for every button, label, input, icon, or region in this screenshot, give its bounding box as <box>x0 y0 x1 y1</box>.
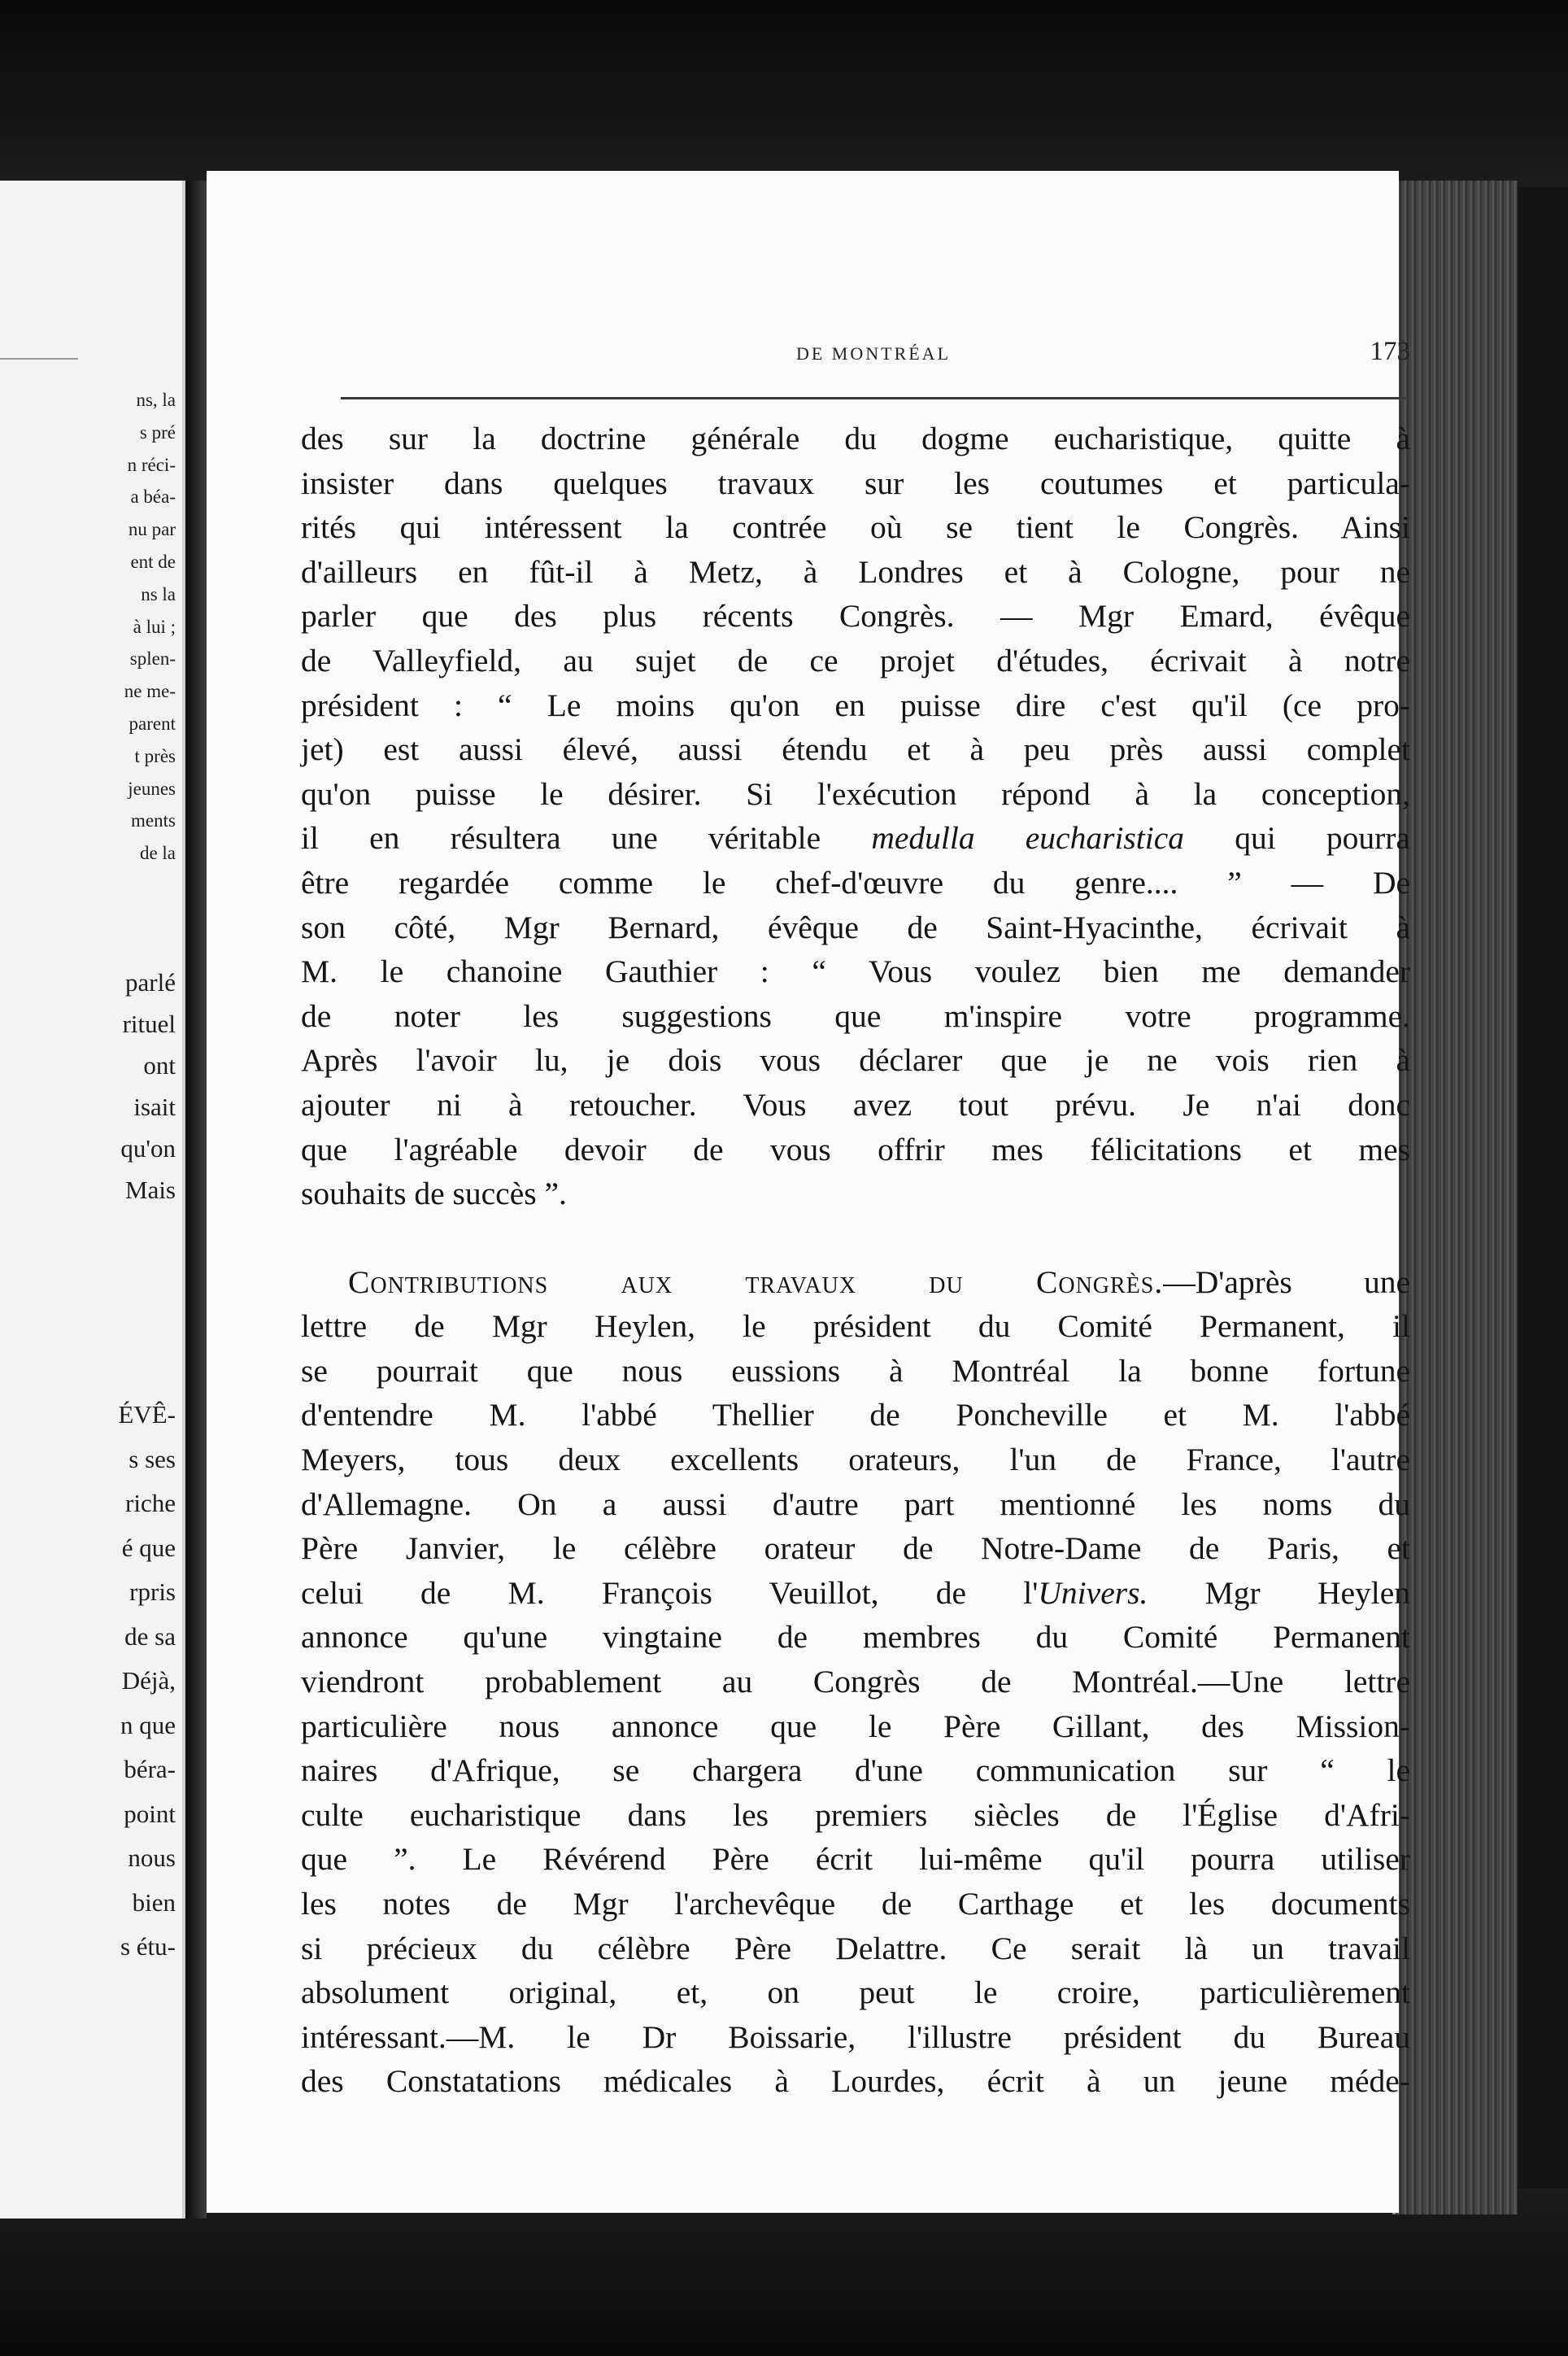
running-head <box>337 337 1410 376</box>
text-line: parler que des plus récents Congrès. — Mgr Emard, évêque <box>301 598 1410 635</box>
text-line: viendront probablement au Congrès de Montréal.—Une lettre <box>301 1664 1410 1700</box>
text-line: être regardée comme le chef-d'œuvre du genre.... ” — De <box>301 864 1410 901</box>
text-line: que ”. Le Révérend Père écrit lui-même qu'il pourra utiliser <box>301 1841 1410 1878</box>
left-page-line: béra- <box>124 1755 176 1783</box>
text-line: lettre de Mgr Heylen, le président du Comité Permanent, il <box>301 1308 1410 1345</box>
left-facing-page <box>0 181 185 2219</box>
left-page-line: bien <box>132 1887 176 1917</box>
text-line: d'entendre M. l'abbé Thellier de Poncheville et M. l'abbé <box>301 1397 1410 1433</box>
left-page-line: t près <box>134 745 176 766</box>
left-page-line: Déjà, <box>121 1666 176 1695</box>
text-segment: qui pourra <box>1184 820 1410 857</box>
book-page-edges <box>1392 181 1518 2214</box>
left-page-line: s étu- <box>120 1932 176 1961</box>
left-page-line: point <box>124 1799 176 1828</box>
text-line: d'Allemagne. On a aussi d'autre part mentionné les noms du <box>301 1486 1410 1522</box>
left-page-line: riche <box>125 1489 176 1517</box>
left-page-line: n réci- <box>127 454 176 475</box>
left-page-line: parent <box>128 713 176 734</box>
text-line: culte eucharistique dans les premiers siècles de l'Église d'Afri- <box>301 1796 1410 1833</box>
italic-title: Univers. <box>1038 1574 1148 1611</box>
text-line: absolument original, et, on peut le croire, particulièrement <box>301 1974 1410 2011</box>
text-line: des sur la doctrine générale du dogme eucharistique, quitte à <box>301 421 1410 456</box>
text-segment: —D'après une <box>1163 1263 1410 1300</box>
text-line: souhaits de succès ”. <box>301 1176 567 1212</box>
text-line: particulière nous annonce que le Père Gillant, des Mission- <box>301 1708 1410 1744</box>
left-page-line: ns, la <box>136 390 176 410</box>
text-line: qu'on puisse le désirer. Si l'exécution répond à la conception, <box>301 775 1410 812</box>
left-page-line: ne me- <box>124 681 176 702</box>
text-line: président : “ Le moins qu'on en puisse dire c'est qu'il (ce pro- <box>301 687 1410 723</box>
left-page-line: ent de <box>130 551 176 572</box>
section-heading: Contributions aux travaux du Congrès. <box>348 1263 1164 1300</box>
italic-phrase: medulla eucharistica <box>871 820 1185 857</box>
left-page-line: nu par <box>128 519 176 540</box>
text-line <box>301 1260 1410 1305</box>
text-line: que l'agréable devoir de vous offrir mes félicitations et mes <box>301 1131 1410 1167</box>
left-page-line: Mais <box>125 1176 176 1204</box>
main-page <box>207 171 1411 2213</box>
text-line: naires d'Afrique, se chargera d'une communication sur “ le <box>301 1752 1410 1789</box>
left-page-line: isait <box>133 1093 176 1121</box>
book-gutter <box>185 181 207 2219</box>
text-line: son côté, Mgr Bernard, évêque de Saint-Hyacinthe, écrivait à <box>301 909 1410 945</box>
left-page-line: de sa <box>124 1621 176 1651</box>
left-page-line: splen- <box>129 648 176 670</box>
left-page-line: de la <box>139 843 176 864</box>
text-line: des Constatations médicales à Lourdes, écrit à un jeune méde- <box>301 2063 1410 2100</box>
text-line: Meyers, tous deux excellents orateurs, l'un de France, l'autre <box>301 1442 1410 1478</box>
text-line: insister dans quelques travaux sur les coutumes et particula- <box>301 465 1410 501</box>
left-page-rule <box>0 358 78 360</box>
header-rule <box>341 397 1406 399</box>
body-text <box>301 417 1410 2104</box>
left-page-line: parlé <box>125 968 176 997</box>
left-page-line: à lui ; <box>133 616 176 637</box>
text-line: si précieux du célèbre Père Delattre. Ce serait là un travail <box>301 1930 1410 1966</box>
left-page-line: nous <box>128 1843 176 1872</box>
text-line: ajouter ni à retoucher. Vous avez tout prévu. Je n'ai donc <box>301 1086 1410 1123</box>
left-page-line: qu'on <box>120 1134 176 1163</box>
left-page-line: ments <box>131 810 176 831</box>
text-line: de Valleyfield, au sujet de ce projet d'études, écrivait à notre <box>301 642 1410 678</box>
text-line: annonce qu'une vingtaine de membres du Comité Permanent <box>301 1619 1410 1656</box>
left-page-line: ns la <box>141 583 176 604</box>
text-segment: il en résultera une véritable <box>301 820 872 857</box>
text-line <box>301 816 1410 861</box>
left-page-line: n que <box>120 1710 176 1739</box>
page-number: 173 <box>1370 337 1410 366</box>
scan-background-top <box>0 0 1568 187</box>
text-line: les notes de Mgr l'archevêque de Carthage et les documents <box>301 1886 1410 1922</box>
text-line: se pourrait que nous eussions à Montréal la bonne fortune <box>301 1352 1410 1389</box>
left-page-line: jeunes <box>128 778 176 799</box>
running-head-title: DE MONTRÉAL <box>795 343 952 364</box>
left-page-line: ÉVÊ- <box>118 1400 176 1429</box>
left-page-line: rituel <box>122 1010 176 1038</box>
text-line: jet) est aussi élevé, aussi étendu et à peu près aussi complet <box>301 731 1410 768</box>
left-page-line: a béa- <box>130 486 176 508</box>
left-page-bottom-fragment <box>118 1393 176 1970</box>
text-line: de noter les suggestions que m'inspire votre programme. <box>301 997 1410 1034</box>
left-page-middle-fragment <box>120 962 176 1211</box>
text-line: rités qui intéressent la contrée où se tient le Congrès. Ainsi <box>301 509 1410 546</box>
text-segment: celui de M. François Veuillot, de l' <box>301 1574 1039 1611</box>
text-segment: Mgr Heylen <box>1148 1574 1411 1611</box>
text-line: M. le chanoine Gauthier : “ Vous voulez bien me demander <box>301 953 1410 990</box>
text-line: d'ailleurs en fût-il à Metz, à Londres et à Cologne, pour ne <box>301 553 1410 590</box>
text-line <box>301 1571 1410 1616</box>
text-line: Père Janvier, le célèbre orateur de Notre-Dame de Paris, et <box>301 1530 1410 1567</box>
left-page-line: s pré <box>139 421 176 443</box>
left-page-line: rpris <box>129 1577 176 1606</box>
left-page-line: s ses <box>128 1444 176 1473</box>
left-page-line: é que <box>121 1533 176 1562</box>
text-line: Après l'avoir lu, je dois vous déclarer que je ne vois rien à <box>301 1042 1410 1079</box>
text-line: intéressant.—M. le Dr Boissarie, l'illustre président du Bureau <box>301 2018 1410 2055</box>
left-page-line: ont <box>143 1051 176 1080</box>
left-page-top-fragment <box>124 384 176 870</box>
paragraph-2 <box>301 1260 1410 2104</box>
paragraph-1 <box>301 417 1410 1216</box>
scan-background-bottom <box>0 2188 1568 2356</box>
paragraph-gap <box>301 1216 1410 1260</box>
